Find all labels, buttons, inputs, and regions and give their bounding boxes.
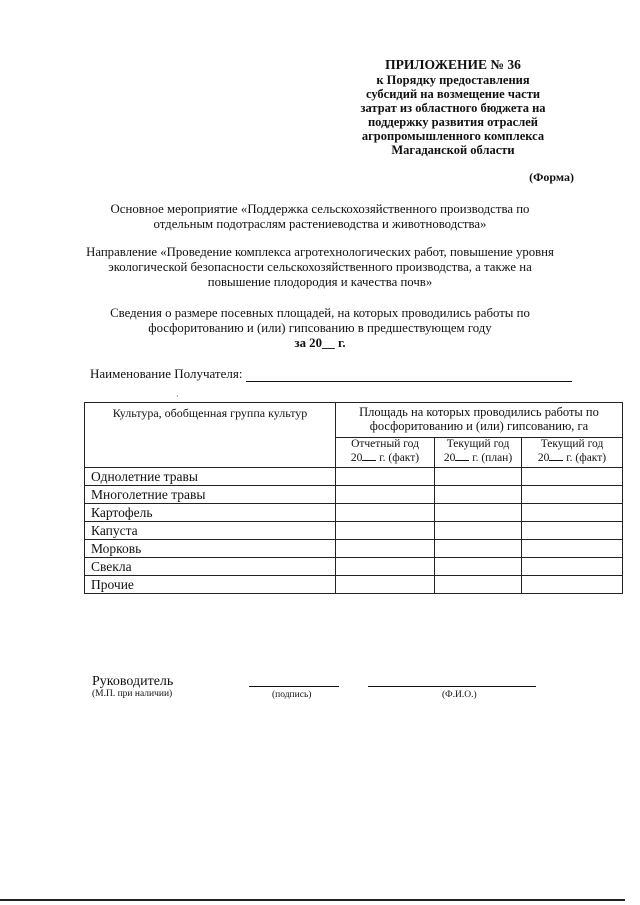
appendix-line: к Порядку предоставления — [376, 73, 530, 87]
subheader-year — [522, 451, 622, 465]
recipient-field — [90, 366, 572, 382]
fullname-caption: (Ф.И.О.) — [442, 690, 477, 700]
value-cell[interactable] — [522, 468, 623, 486]
recipient-input-line[interactable] — [246, 369, 572, 382]
subheader-label: Отчетный год — [351, 438, 419, 451]
value-cell[interactable] — [336, 522, 435, 540]
info-line: Сведения о размере посевных площадей, на которых проводились работы по — [110, 306, 530, 320]
value-cell[interactable] — [522, 540, 623, 558]
subheader-label: Текущий год — [540, 438, 604, 451]
value-cell[interactable] — [336, 468, 435, 486]
table-row — [85, 576, 623, 594]
value-cell[interactable] — [522, 504, 623, 522]
table-row — [85, 540, 623, 558]
head-label: Руководитель — [92, 674, 174, 689]
table-row — [85, 468, 623, 486]
appendix-line: агропромышленного комплекса — [361, 129, 545, 143]
subheader-year — [435, 451, 521, 465]
value-cell[interactable] — [435, 468, 522, 486]
value-cell[interactable] — [336, 558, 435, 576]
year-blank[interactable] — [549, 451, 563, 461]
value-cell[interactable] — [522, 558, 623, 576]
year-prefix: 20 — [350, 452, 363, 465]
appendix-line: Магаданской области — [391, 143, 515, 157]
value-cell[interactable] — [435, 540, 522, 558]
crops-table — [84, 402, 623, 594]
value-cell[interactable] — [336, 540, 435, 558]
value-cell[interactable] — [435, 504, 522, 522]
direction-line: экологической безопасности сельскохозяйственного производства, а также на — [108, 260, 532, 275]
appendix-title: ПРИЛОЖЕНИЕ № 36 — [385, 57, 521, 72]
direction — [60, 245, 580, 291]
signature-line[interactable] — [249, 686, 339, 687]
table-row — [85, 486, 623, 504]
direction-line: повышение плодородия и качества почв» — [207, 275, 433, 290]
crop-name-cell: Капуста — [85, 522, 336, 540]
table-header-row — [85, 403, 623, 438]
value-cell[interactable] — [336, 486, 435, 504]
value-cell[interactable] — [522, 522, 623, 540]
appendix-line: поддержку развития отраслей — [367, 115, 538, 129]
crop-name-cell: Морковь — [85, 540, 336, 558]
year-suffix: г. (план) — [469, 452, 513, 465]
info-line: фосфоритованию и (или) гипсованию в предшествующем году — [148, 321, 492, 336]
table-row — [85, 504, 623, 522]
year-line: за 20__ г. — [294, 336, 346, 351]
fullname-line[interactable] — [368, 686, 536, 687]
crop-column-header: Культура, обобщенная группа культур — [85, 403, 336, 468]
table-row — [85, 522, 623, 540]
year-suffix: г. (факт) — [376, 452, 420, 465]
appendix-header — [338, 58, 568, 157]
area-column-header — [336, 403, 623, 438]
recipient-label: Наименование Получателя: — [90, 366, 243, 381]
info — [60, 306, 580, 352]
crop-name-cell: Многолетние травы — [85, 486, 336, 504]
year-blank[interactable] — [455, 451, 469, 461]
subheader-current-plan — [435, 438, 522, 468]
subheader-current-fact — [522, 438, 623, 468]
main-activity-line: Основное мероприятие «Поддержка сельскохозяйственного производства по — [110, 202, 530, 216]
year-suffix: г. (факт) — [563, 452, 607, 465]
value-cell[interactable] — [522, 486, 623, 504]
appendix-line: субсидий на возмещение части — [365, 87, 541, 101]
table-row — [85, 558, 623, 576]
value-cell[interactable] — [336, 576, 435, 594]
value-cell[interactable] — [435, 486, 522, 504]
main-activity — [60, 202, 580, 232]
year-prefix: 20 — [443, 452, 456, 465]
value-cell[interactable] — [435, 522, 522, 540]
crop-name-cell: Однолетние травы — [85, 468, 336, 486]
stray-mark: · — [176, 392, 179, 401]
area-header-line: Площадь на которых проводились работы по — [359, 405, 599, 419]
subheader-reporting-year — [336, 438, 435, 468]
year-prefix: 20 — [537, 452, 550, 465]
crop-name-cell: Прочие — [85, 576, 336, 594]
form-label: (Форма) — [529, 170, 574, 184]
year-blank[interactable] — [362, 451, 376, 461]
subheader-label: Текущий год — [446, 438, 510, 451]
area-header-line: фосфоритованию и (или) гипсованию, га — [369, 419, 589, 433]
value-cell[interactable] — [435, 576, 522, 594]
signature-caption: (подпись) — [272, 690, 312, 700]
crop-name-cell: Картофель — [85, 504, 336, 522]
direction-line: Направление «Проведение комплекса агротехнологических работ, повышение уровня — [86, 245, 554, 259]
subheader-year — [336, 451, 434, 465]
value-cell[interactable] — [435, 558, 522, 576]
page-bottom-rule — [0, 899, 625, 901]
appendix-line: затрат из областного бюджета на — [360, 101, 546, 115]
main-activity-line: отдельным подотраслям растениеводства и животноводства» — [153, 217, 487, 232]
value-cell[interactable] — [522, 576, 623, 594]
crop-name-cell: Свекла — [85, 558, 336, 576]
stamp-note: (М.П. при наличии) — [92, 689, 173, 699]
value-cell[interactable] — [336, 504, 435, 522]
